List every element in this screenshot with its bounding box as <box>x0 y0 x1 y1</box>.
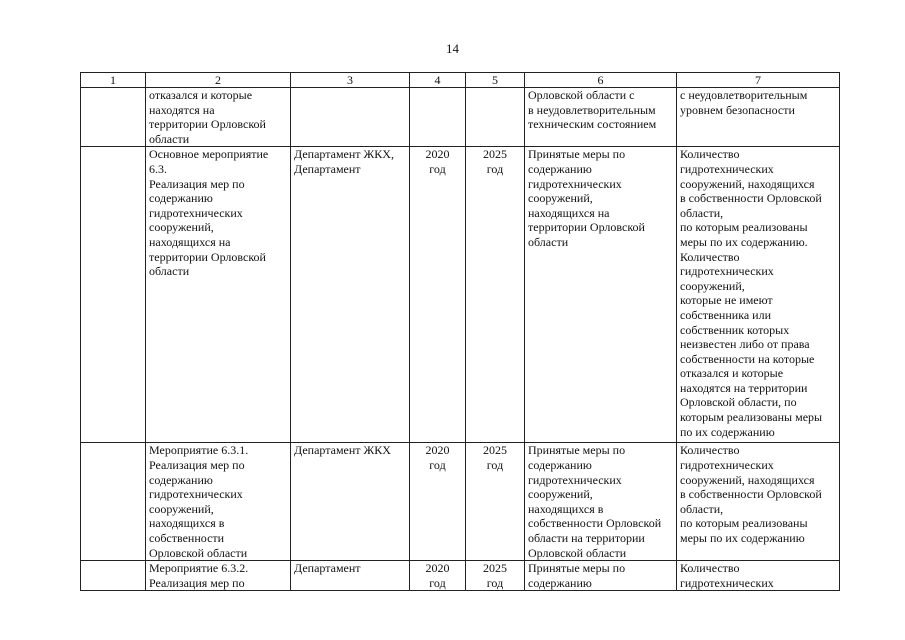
column-header: 6 <box>525 73 677 88</box>
table-cell <box>291 88 410 147</box>
column-header: 1 <box>81 73 146 88</box>
table-row <box>81 88 840 147</box>
table-cell: Принятые меры по содержанию гидротехнических сооружений, находящихся на территории Орловской области <box>525 147 677 443</box>
page-number: 14 <box>446 41 459 56</box>
table-cell <box>466 88 525 147</box>
table-header-row <box>81 73 840 88</box>
table-row <box>81 147 840 443</box>
column-header: 2 <box>146 73 291 88</box>
table-cell: отказался и которые находятся на территории Орловской области <box>146 88 291 147</box>
table-cell: Департамент ЖКХ, Департамент <box>291 147 410 443</box>
column-header: 3 <box>291 73 410 88</box>
table-cell <box>81 443 146 561</box>
table-cell <box>81 147 146 443</box>
table-cell: Количество гидротехнических сооружений, находящихся в собственности Орловской области, по которым реализованы меры по их содержанию <box>677 443 840 561</box>
table-cell: 2020 год <box>410 443 466 561</box>
column-header: 4 <box>410 73 466 88</box>
table-row <box>81 443 840 561</box>
table-cell: Принятые меры по содержанию гидротехнических сооружений, находящихся в собственности Орловской области на территории Орловской области <box>525 443 677 561</box>
column-header: 7 <box>677 73 840 88</box>
column-header: 5 <box>466 73 525 88</box>
table-cell: 2020 год <box>410 147 466 443</box>
table-cell: с неудовлетворительным уровнем безопасности <box>677 88 840 147</box>
table-cell: Департамент <box>291 561 410 591</box>
table-cell <box>410 88 466 147</box>
table-cell <box>81 561 146 591</box>
table-cell: Принятые меры по содержанию <box>525 561 677 591</box>
table-cell: Мероприятие 6.3.1. Реализация мер по содержанию гидротехнических сооружений, находящихся в собственности Орловской области <box>146 443 291 561</box>
table-row <box>81 561 840 591</box>
table-cell: Мероприятие 6.3.2. Реализация мер по <box>146 561 291 591</box>
table-cell: 2020 год <box>410 561 466 591</box>
table-cell: 2025 год <box>466 443 525 561</box>
table-cell: Департамент ЖКХ <box>291 443 410 561</box>
table-cell <box>81 88 146 147</box>
measures-table <box>80 72 840 591</box>
table-cell: 2025 год <box>466 561 525 591</box>
table-cell: Основное мероприятие 6.3. Реализация мер по содержанию гидротехнических сооружений, находящихся на территории Орловской области <box>146 147 291 443</box>
table-cell: 2025 год <box>466 147 525 443</box>
table-cell: Орловской области с в неудовлетворительным техническим состоянием <box>525 88 677 147</box>
table-cell: Количество гидротехнических <box>677 561 840 591</box>
table-cell: Количество гидротехнических сооружений, находящихся в собственности Орловской области, по которым реализованы меры по их содержанию. Количество гидротехнических сооружений, которые не имеют собственника или собственник которых неизвестен либо от права собственности на которые отказался и которые находятся на территории Орловской области, по которым реализованы меры по их содержанию <box>677 147 840 443</box>
